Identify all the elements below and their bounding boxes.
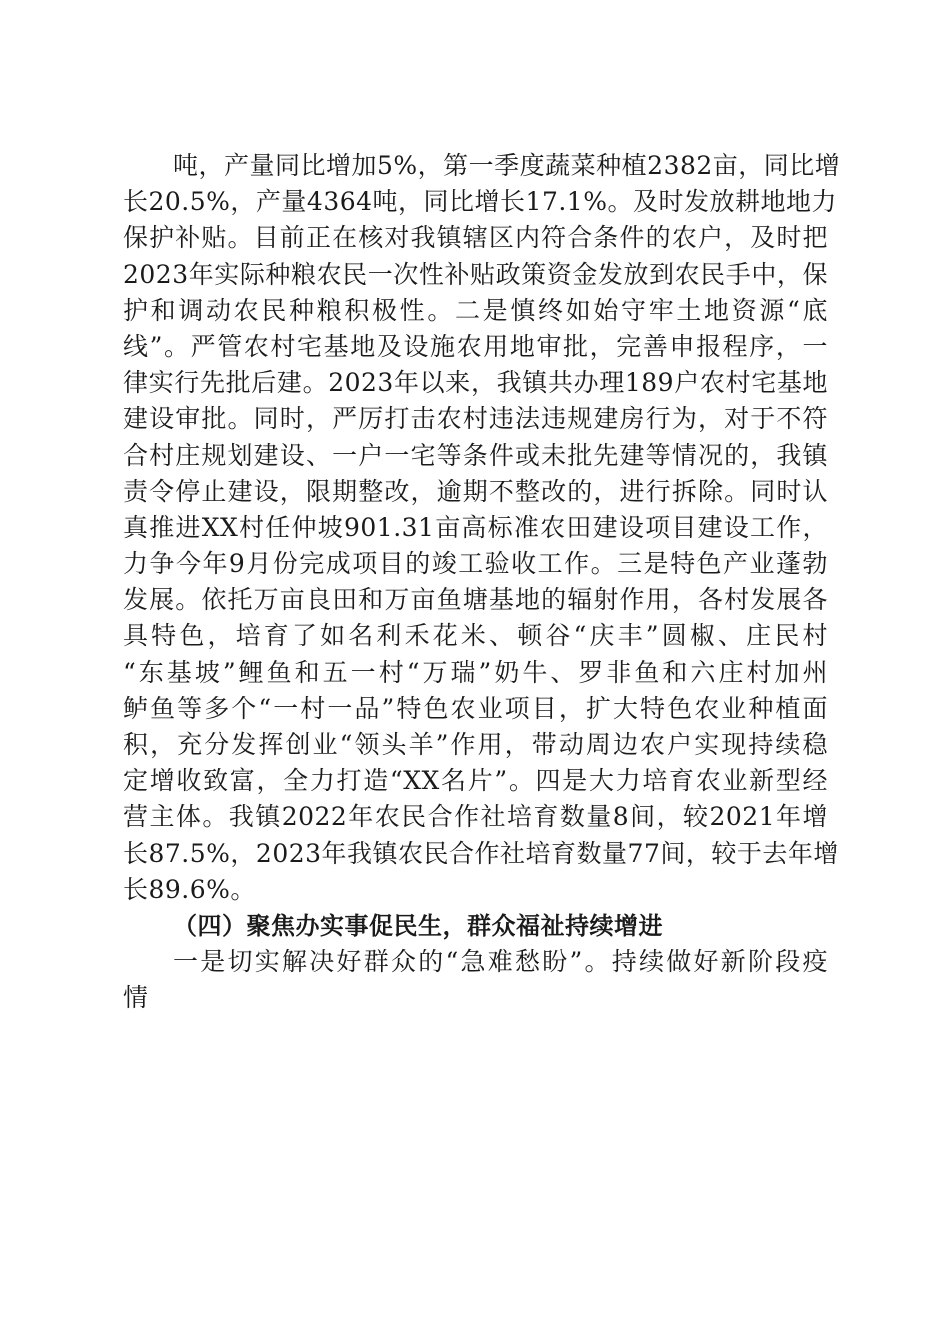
text-line: 责令停止建设，限期整改，逾期不整改的，进行拆除。同时认	[123, 476, 828, 506]
text-line: 发展。依托万亩良田和万亩鱼塘基地的辐射作用，各村发展各	[123, 585, 828, 615]
text-line: 律实行先批后建。2023年以来，我镇共办理189户农村宅基地	[123, 368, 828, 398]
text-line: 积，充分发挥创业“领头羊”作用，带动周边农户实现持续稳	[123, 730, 828, 759]
text-line: 真推进XX村任仲坡901.31亩高标准农田建设项目建设工作，	[123, 512, 828, 542]
text-line: 力争今年9月份完成项目的竣工验收工作。三是特色产业蓬勃	[123, 549, 828, 579]
text-line: 护和调动农民种粮积极性。二是慎终如始守牢土地资源“底	[123, 295, 828, 325]
text-line: 情	[123, 983, 149, 1013]
text-line: 一是切实解决好群众的“急难愁盼”。持续做好新阶段疫	[173, 947, 828, 977]
text-line: 营主体。我镇2022年农民合作社培育数量8间，较2021年增	[123, 802, 828, 832]
text-line: 建设审批。同时，严厉打击农村违法违规建房行为，对于不符	[123, 404, 828, 434]
text-line: 2023年实际种粮农民一次性补贴政策资金发放到农民手中，保	[123, 259, 828, 289]
text-line: 合村庄规划建设、一户一宅等条件或未批先建等情况的，我镇	[123, 440, 828, 470]
text-line: “东基坡”鲤鱼和五一村“万瑞”奶牛、罗非鱼和六庄村加州	[123, 657, 828, 687]
text-line: 保护补贴。目前正在核对我镇辖区内符合条件的农户，及时把	[123, 223, 828, 253]
text-line: 线”。严管农村宅基地及设施农用地审批，完善申报程序，一	[123, 331, 828, 361]
text-line: 鲈鱼等多个“一村一品”特色农业项目，扩大特色农业种植面	[123, 693, 828, 723]
document-body	[123, 148, 841, 1017]
text-line: 具特色，培育了如名利禾花米、顿谷“庆丰”圆椒、庄民村	[123, 621, 828, 651]
section-heading: （四）聚焦办实事促民生，群众福祉持续增进	[173, 911, 663, 940]
text-line: 长89.6%。	[123, 874, 256, 904]
text-line: 定增收致富，全力打造“XX名片”。四是大力培育农业新型经	[123, 766, 828, 796]
text-line: 长20.5%，产量4364吨，同比增长17.1%。及时发放耕地地力	[123, 187, 837, 217]
text-line: 长87.5%，2023年我镇农民合作社培育数量77间，较于去年增	[123, 838, 839, 868]
text-line: 吨，产量同比增加5%，第一季度蔬菜种植2382亩，同比增	[173, 151, 841, 180]
